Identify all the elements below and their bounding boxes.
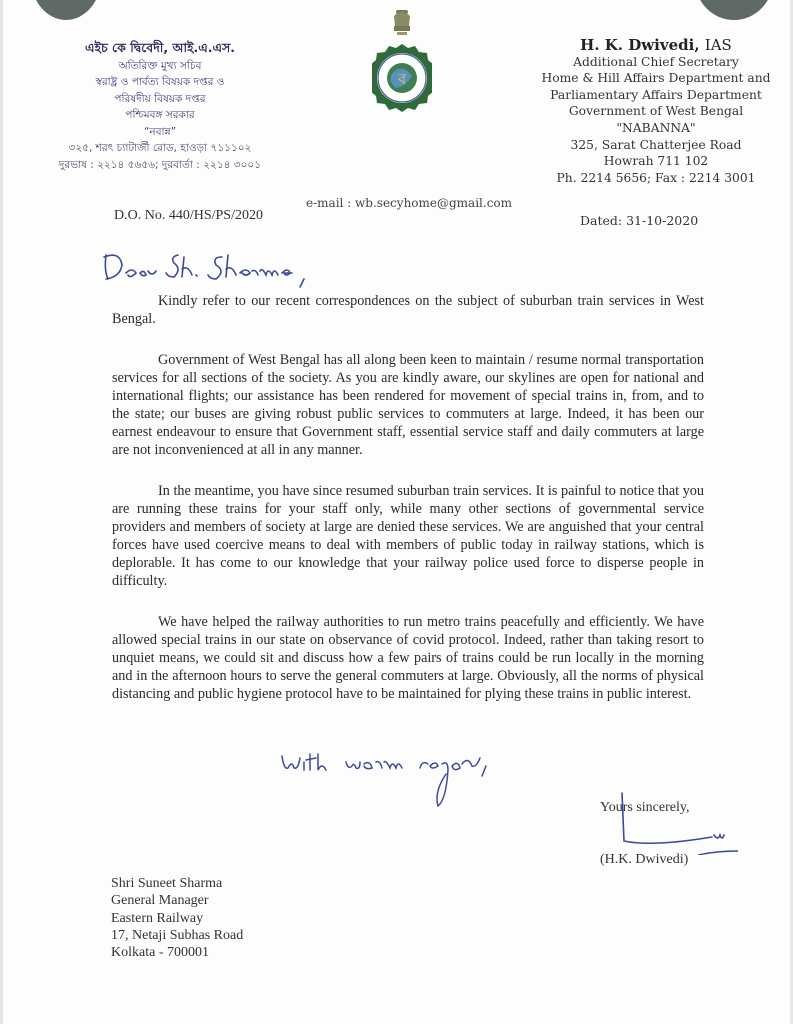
- paragraph: Government of West Bengal has all along been keen to maintain / resume normal transportation services for all sections of the society. As you are kindly aware, our skylines are open for national and international flights; our assistance has been rendered for movement of special trains in, from, and to the state; our buses are giving robust public services to commuters at large. Indeed, it has been our earnest endeavour to ensure that Government staff, essential service staff and daily commuters at large are not inconvenienced at all in any manner.: [112, 352, 704, 458]
- recipient-designation: General Manager: [111, 893, 209, 909]
- bengali-line: পশ্চিমবঙ্গ সরকার: [125, 109, 195, 121]
- svg-text:ব: ব: [397, 70, 407, 88]
- handwritten-regards: [276, 748, 506, 818]
- overlay-circle-left: [30, 0, 102, 20]
- phone-fax: Ph. 2214 5656; Fax : 2214 3001: [556, 170, 756, 185]
- page-edge-left: [0, 0, 3, 1024]
- building-name: "NABANNA": [616, 120, 696, 135]
- bengali-line: “নবান্ন”: [143, 125, 177, 138]
- department-line: Parliamentary Affairs Department: [550, 87, 762, 102]
- closing: Yours sincerely,: [600, 800, 690, 815]
- lion-capital-icon: [394, 10, 410, 35]
- officer-name-text: H. K. Dwivedi,: [580, 36, 700, 54]
- do-number: D.O. No. 440/HS/PS/2020: [114, 208, 263, 223]
- department-line: Home & Hill Affairs Department and: [541, 71, 771, 86]
- officer-suffix: IAS: [704, 36, 732, 54]
- paragraph: We have helped the railway authorities to run metro trains peacefully and efficiently. We have allowed special trains in our state on observance of covid protocol. Indeed, rather than taking resort to unquiet means, we could sit and discuss how a few pairs of trains could be run locally in the morning and in the afternoon hours to serve the general commuters at large. Obviously, all the norms of physical distancing and public hygiene protocol have to be maintained for plying these trains in public interest.: [112, 614, 704, 702]
- designation: Additional Chief Secretary: [573, 54, 739, 69]
- paragraph: Kindly refer to our recent correspondences on the subject of suburban train services in West Bengal.: [112, 293, 704, 327]
- letter-date: Dated: 31-10-2020: [580, 213, 699, 228]
- bengali-address: ৩২৫, শরৎ চ্যাটার্জী রোড, হাওড়া ৭১১১০২: [68, 142, 252, 154]
- officer-name: [530, 37, 782, 54]
- recipient-name: Shri Suneet Sharma: [111, 876, 223, 891]
- bengali-line: স্বরাষ্ট্র ও পার্বত্য বিষয়ক দপ্তর ও: [95, 76, 225, 88]
- recipient-street: 17, Netaji Subhas Road: [111, 927, 244, 943]
- bengali-name: এইচ কে দ্বিবেদী, আই.এ.এস.: [84, 40, 236, 55]
- letterhead-english: [530, 37, 782, 186]
- government-line: Government of West Bengal: [568, 104, 744, 119]
- state-emblem-icon: [372, 6, 432, 116]
- bengali-line: অতিরিক্ত মুখ্য সচিব: [118, 59, 202, 72]
- address-line: 325, Sarat Chatterjee Road: [570, 137, 742, 152]
- recipient-address: [111, 875, 243, 961]
- overlay-circle-right: [695, 0, 773, 20]
- handwritten-salutation: [100, 243, 360, 291]
- recipient-organization: Eastern Railway: [111, 910, 204, 926]
- letterhead-bengali: [40, 40, 280, 173]
- signatory-name: (H.K. Dwivedi): [600, 852, 689, 867]
- signature: [612, 785, 742, 855]
- paragraph: In the meantime, you have since resumed suburban train services. It is painful to notice that you are running these trains for your staff only, while many other sections of governmental service providers and members of society at large are denied these services. We are anguished that your central forces have used coercive means to deal with members of public today in railway stations, which is deplorable. It has come to our knowledge that your railway police used force to disperse people in difficulty.: [112, 483, 704, 589]
- address-line: Howrah 711 102: [603, 154, 709, 169]
- recipient-city: Kolkata - 700001: [111, 945, 209, 961]
- bengali-phone: দুরভাষ : ২২১৪ ৫৬৫৬; দুরবার্তা : ২২১৪ ৩০০১: [58, 158, 262, 171]
- letter-body: [112, 292, 704, 726]
- email-address: e-mail : wb.secyhome@gmail.com: [306, 196, 513, 210]
- bengali-line: পরিষদীয় বিষয়ক দপ্তর: [114, 92, 206, 105]
